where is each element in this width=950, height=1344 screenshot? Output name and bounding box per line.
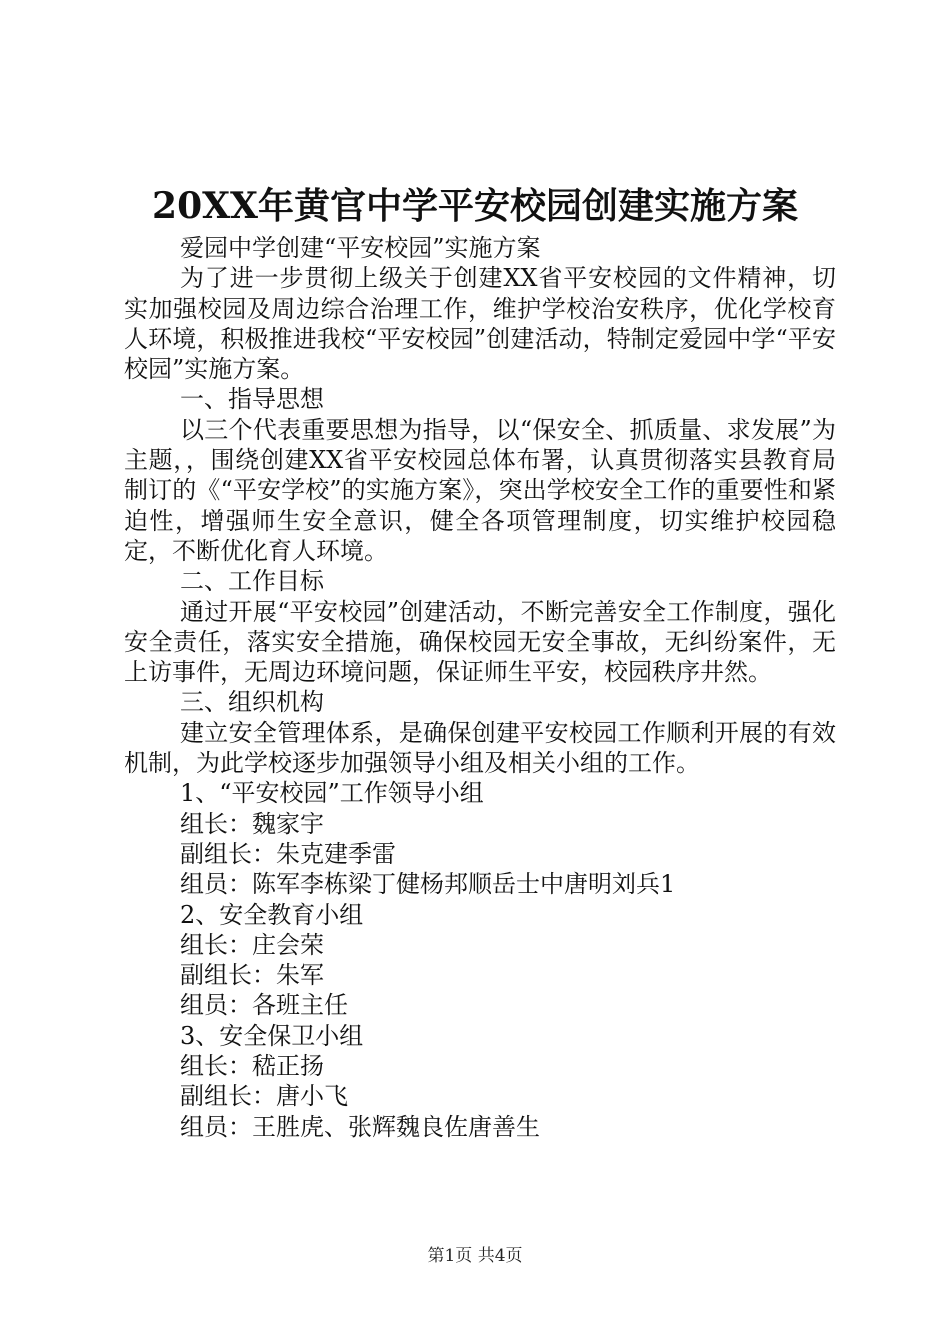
- document-body: [124, 233, 836, 1142]
- paragraph: 组长：魏家宇: [180, 809, 324, 838]
- paragraph: 组员：各班主任: [180, 991, 348, 1020]
- paragraph: 三、组织机构: [180, 688, 324, 717]
- document-title: 20XX年黄官中学平安校园创建实施方案: [152, 185, 798, 227]
- paragraph: 以三个代表重要思想为指导，以“保安全、抓质量、求发展”为主题，，围绕创建XX省平安校园总体布署，认真贯彻落实县教育局制订的《“平安学校”的实施方案》，突出学校安全工作的重要性和紧迫性，增强师生安全意识，健全各项管理制度，切实维护校园稳定，不断优化育人环境。: [124, 415, 836, 565]
- paragraph: 组长：嵇正扬: [180, 1052, 324, 1081]
- paragraph: 二、工作目标: [180, 567, 324, 596]
- paragraph: 为了进一步贯彻上级关于创建XX省平安校园的文件精神，切实加强校园及周边综合治理工作，维护学校治安秩序，优化学校育人环境，积极推进我校“平安校园”创建活动，特制定爱园中学“平安校园”实施方案。: [124, 264, 836, 384]
- paragraph: 1、“平安校园”工作领导小组: [180, 779, 484, 808]
- paragraph: 爱园中学创建“平安校园”实施方案: [180, 234, 541, 262]
- paragraph: 组长：庄会荣: [180, 930, 324, 959]
- paragraph: 副组长：朱克建季雷: [180, 839, 396, 868]
- paragraph: 通过开展“平安校园”创建活动，不断完善安全工作制度，强化安全责任，落实安全措施，确保校园无安全事故，无纠纷案件，无上访事件，无周边环境问题，保证师生平安，校园秩序井然。: [124, 597, 836, 687]
- page-footer: 第1页 共4页: [427, 1246, 523, 1266]
- paragraph: 副组长：朱军: [180, 961, 324, 990]
- paragraph: 建立安全管理体系，是确保创建平安校园工作顺利开展的有效机制，为此学校逐步加强领导小组及相关小组的工作。: [124, 718, 836, 778]
- paragraph: 组员：陈军李栋梁丁健杨邦顺岳士中唐明刘兵1: [180, 870, 676, 899]
- paragraph: 副组长：唐小飞: [180, 1082, 348, 1111]
- paragraph: 3、安全保卫小组: [180, 1021, 364, 1050]
- paragraph: 2、安全教育小组: [180, 900, 364, 929]
- paragraph: 组员：王胜虎、张辉魏良佐唐善生: [180, 1112, 540, 1141]
- paragraph: 一、指导思想: [180, 385, 324, 414]
